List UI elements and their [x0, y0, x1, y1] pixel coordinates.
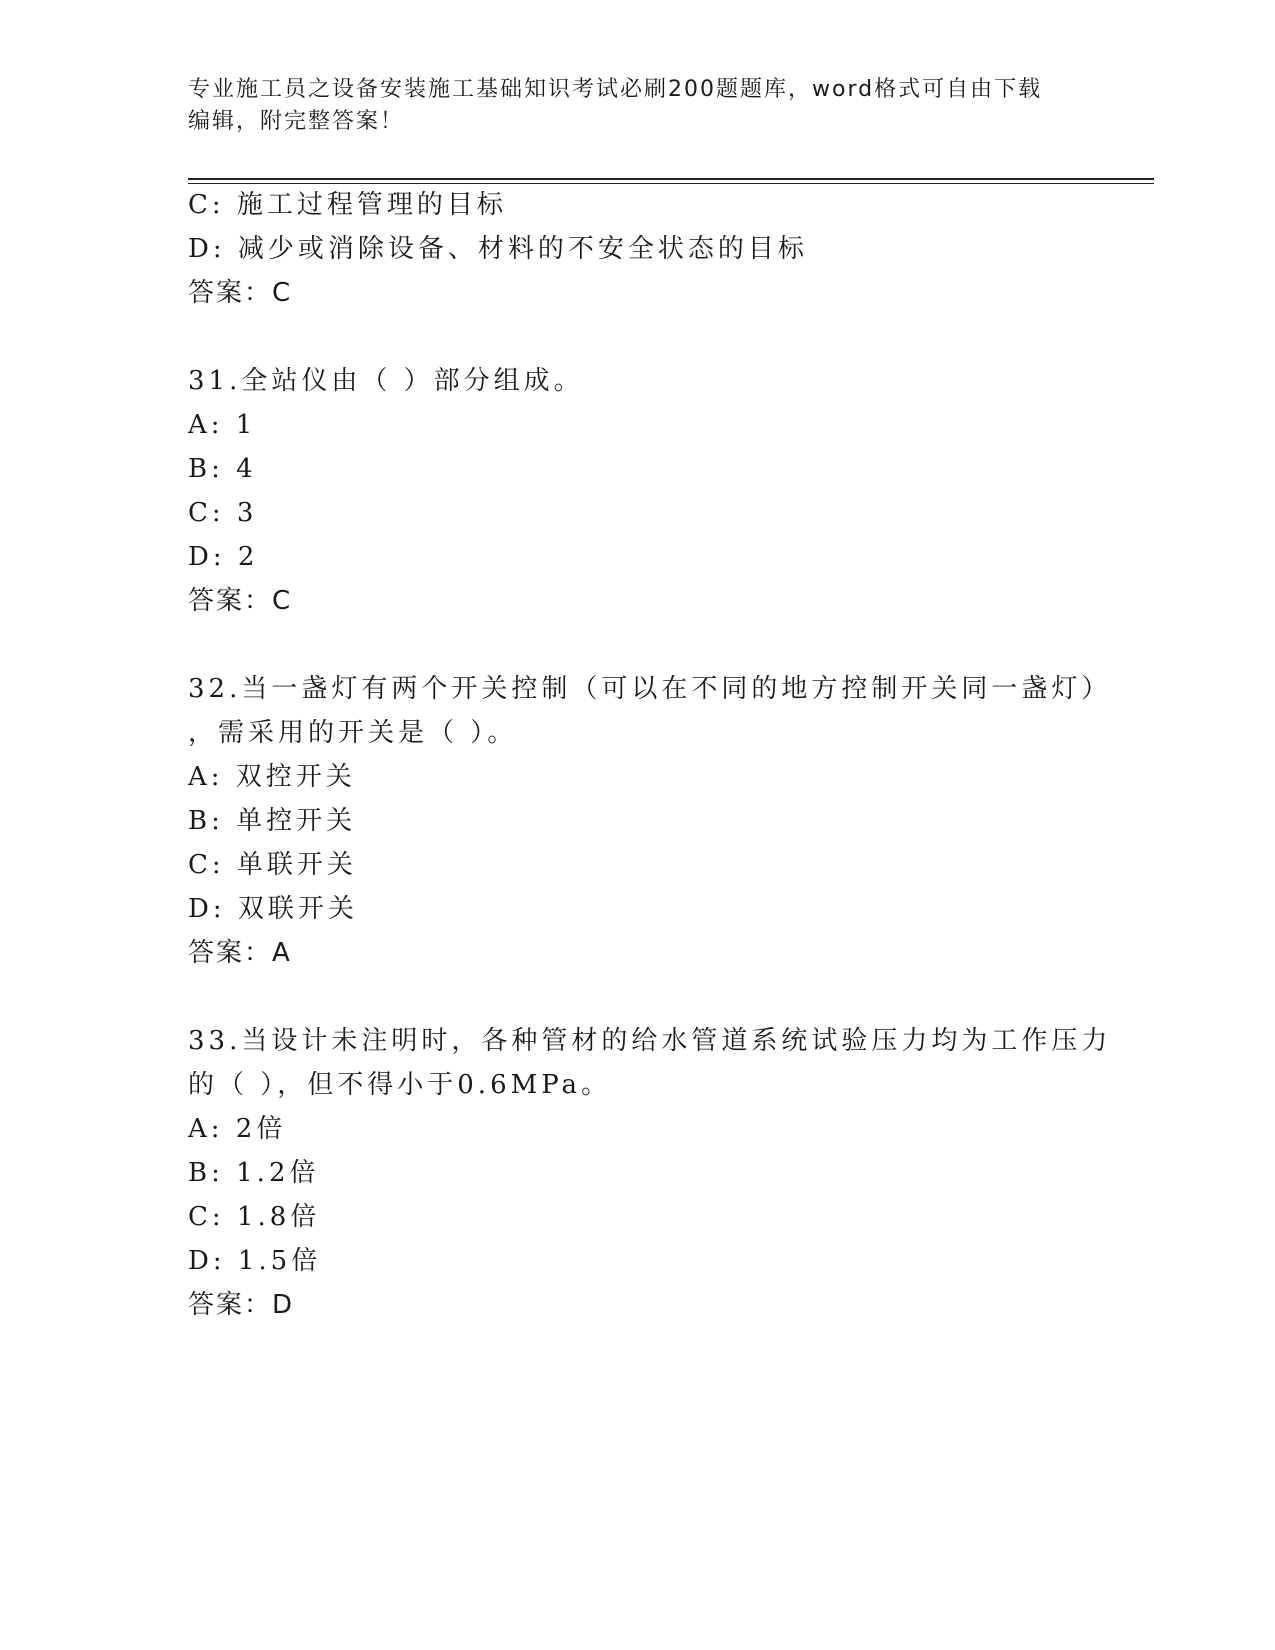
header-divider-thin [188, 183, 1154, 184]
q32-option-d: D: 双联开关 [188, 894, 358, 924]
q33-option-a: A: 2倍 [188, 1114, 287, 1144]
q33-question-line-1: 33.当设计未注明时，各种管材的给水管道系统试验压力均为工作压力 [188, 1026, 1112, 1056]
q32-question-line-2: ，需采用的开关是（ ）。 [188, 718, 518, 748]
q32-option-c: C: 单联开关 [188, 850, 357, 880]
header-divider-thick [188, 178, 1154, 180]
q33-answer: 答案：D [188, 1290, 295, 1320]
q32-answer: 答案：A [188, 938, 292, 968]
q31-option-a: A: 1 [188, 410, 257, 440]
q31-answer: 答案：C [188, 586, 293, 616]
header-line-2: 编辑，附完整答案！ [188, 109, 405, 134]
q31-option-d: D: 2 [188, 542, 259, 572]
q31-option-c: C: 3 [188, 498, 258, 528]
header-line-1: 专业施工员之设备安装施工基础知识考试必刷200题题库，word格式可自由下载 [188, 77, 1043, 102]
q31-question: 31.全站仪由（ ）部分组成。 [188, 366, 584, 396]
q31-option-b: B: 4 [188, 454, 257, 484]
q30-option-c: C: 施工过程管理的目标 [188, 190, 507, 220]
q30-option-d: D: 减少或消除设备、材料的不安全状态的目标 [188, 234, 808, 264]
q33-option-b: B: 1.2倍 [188, 1158, 320, 1188]
q32-option-a: A: 双控开关 [188, 762, 356, 792]
q32-question-line-1: 32.当一盏灯有两个开关控制（可以在不同的地方控制开关同一盏灯） [188, 674, 1112, 704]
q33-option-d: D: 1.5倍 [188, 1246, 322, 1276]
q33-question-line-2: 的（ ），但不得小于0.6MPa。 [188, 1070, 612, 1100]
document-header [188, 74, 1088, 138]
q30-answer: 答案：C [188, 278, 293, 308]
q32-option-b: B: 单控开关 [188, 806, 357, 836]
q33-option-c: C: 1.8倍 [188, 1202, 321, 1232]
